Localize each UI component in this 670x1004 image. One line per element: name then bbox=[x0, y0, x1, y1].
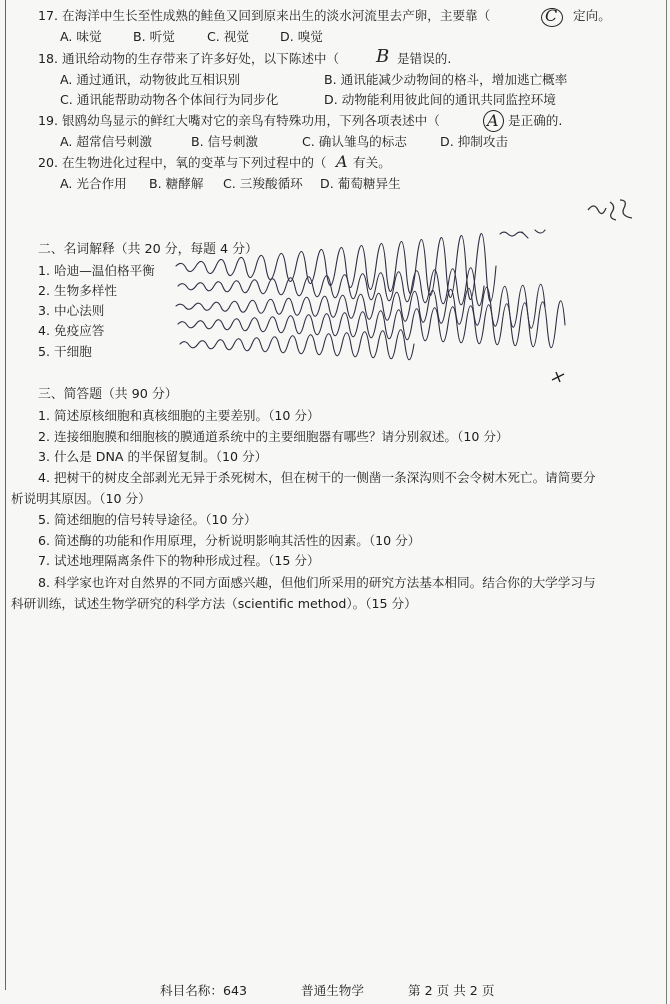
option-18b: B. 通讯能减少动物间的格斗，增加逃亡概率 bbox=[324, 72, 568, 87]
question-18-text: 18. 通讯给动物的生存带来了许多好处，以下陈述中（ bbox=[38, 51, 340, 66]
term-2: 2. 生物多样性 bbox=[38, 283, 117, 298]
x-mark-icon bbox=[550, 370, 566, 384]
option-17b: B. 听觉 bbox=[133, 29, 175, 44]
term-5: 5. 干细胞 bbox=[38, 344, 92, 359]
option-19b: B. 信号刺激 bbox=[191, 134, 259, 149]
term-4: 4. 免疫应答 bbox=[38, 323, 105, 338]
question-17 bbox=[38, 7, 490, 25]
option-17c: C. 视觉 bbox=[207, 29, 249, 44]
option-18a: A. 通过通讯，动物彼此互相识别 bbox=[60, 72, 241, 87]
answer-19: A bbox=[487, 111, 499, 130]
short-answer-8-cont: 科研训练，试述生物学研究的科学方法（scientific method）。（15 分） bbox=[11, 596, 417, 611]
page-edge-left bbox=[5, 0, 6, 990]
term-3: 3. 中心法则 bbox=[38, 303, 105, 318]
handwritten-scribble bbox=[584, 196, 638, 222]
answer-18: B bbox=[376, 46, 390, 67]
option-20d: D. 葡萄糖异生 bbox=[320, 176, 401, 191]
question-19-text: 19. 银鸥幼鸟显示的鲜红大嘴对它的亲鸟有特殊功用，下列各项表述中（ bbox=[38, 113, 440, 128]
question-19 bbox=[38, 112, 440, 130]
handwritten-notes bbox=[150, 226, 660, 362]
answer-20: A bbox=[336, 152, 348, 171]
option-19c: C. 确认雏鸟的标志 bbox=[302, 134, 407, 149]
option-18c: C. 通讯能帮助动物各个体间行为同步化 bbox=[60, 92, 279, 107]
option-20a: A. 光合作用 bbox=[60, 176, 127, 191]
short-answer-1: 1. 简述原核细胞和真核细胞的主要差别。（10 分） bbox=[38, 408, 320, 423]
question-17-end: 定向。 bbox=[573, 8, 611, 23]
short-answer-4: 4. 把树干的树皮全部剥光无异于杀死树木，但在树干的一侧凿一条深沟则不会令树木死亡。请简要分 bbox=[38, 470, 596, 485]
short-answer-5: 5. 简述细胞的信号转导途径。（10 分） bbox=[38, 512, 257, 527]
question-17-text: 17. 在海洋中生长至性成熟的鲑鱼又回到原来出生的淡水河流里去产卵，主要靠（ bbox=[38, 8, 491, 23]
option-20b: B. 糖酵解 bbox=[149, 176, 204, 191]
footer-pages: 第 2 页 共 2 页 bbox=[408, 983, 495, 998]
question-20-end: 有关。 bbox=[353, 155, 391, 170]
section-2-heading: 二、名词解释（共 20 分，每题 4 分） bbox=[38, 242, 258, 257]
option-17d: D. 嗅觉 bbox=[280, 29, 323, 44]
answer-17: C bbox=[545, 6, 558, 25]
option-19a: A. 超常信号刺激 bbox=[60, 134, 152, 149]
short-answer-3: 3. 什么是 DNA 的半保留复制。（10 分） bbox=[38, 449, 268, 464]
question-20-text: 20. 在生物进化过程中，氧的变革与下列过程中的（ bbox=[38, 155, 327, 170]
term-1: 1. 哈迪—温伯格平衡 bbox=[38, 263, 155, 278]
question-18 bbox=[38, 50, 339, 68]
short-answer-6: 6. 简述酶的功能和作用原理，分析说明影响其活性的因素。（10 分） bbox=[38, 533, 421, 548]
footer-subject: 科目名称：643 bbox=[160, 983, 248, 998]
question-18-end: 是错误的. bbox=[397, 51, 452, 66]
option-18d: D. 动物能利用彼此间的通讯共同监控环境 bbox=[324, 92, 556, 107]
question-20 bbox=[38, 154, 327, 172]
option-19d: D. 抑制攻击 bbox=[440, 134, 509, 149]
question-19-end: 是正确的. bbox=[508, 113, 563, 128]
section-3-heading: 三、简答题（共 90 分） bbox=[38, 387, 178, 402]
short-answer-7: 7. 试述地理隔离条件下的物种形成过程。（15 分） bbox=[38, 553, 320, 568]
short-answer-4-cont: 析说明其原因。（10 分） bbox=[11, 491, 151, 506]
option-17a: A. 味觉 bbox=[60, 29, 102, 44]
footer-course: 普通生物学 bbox=[301, 983, 364, 998]
short-answer-2: 2. 连接细胞膜和细胞核的膜通道系统中的主要细胞器有哪些？请分别叙述。（10 分） bbox=[38, 429, 509, 444]
option-20c: C. 三羧酸循环 bbox=[223, 176, 303, 191]
page-edge-right bbox=[666, 0, 667, 1004]
short-answer-8: 8. 科学家也许对自然界的不同方面感兴趣，但他们所采用的研究方法基本相同。结合你的大学学习与 bbox=[38, 575, 596, 590]
